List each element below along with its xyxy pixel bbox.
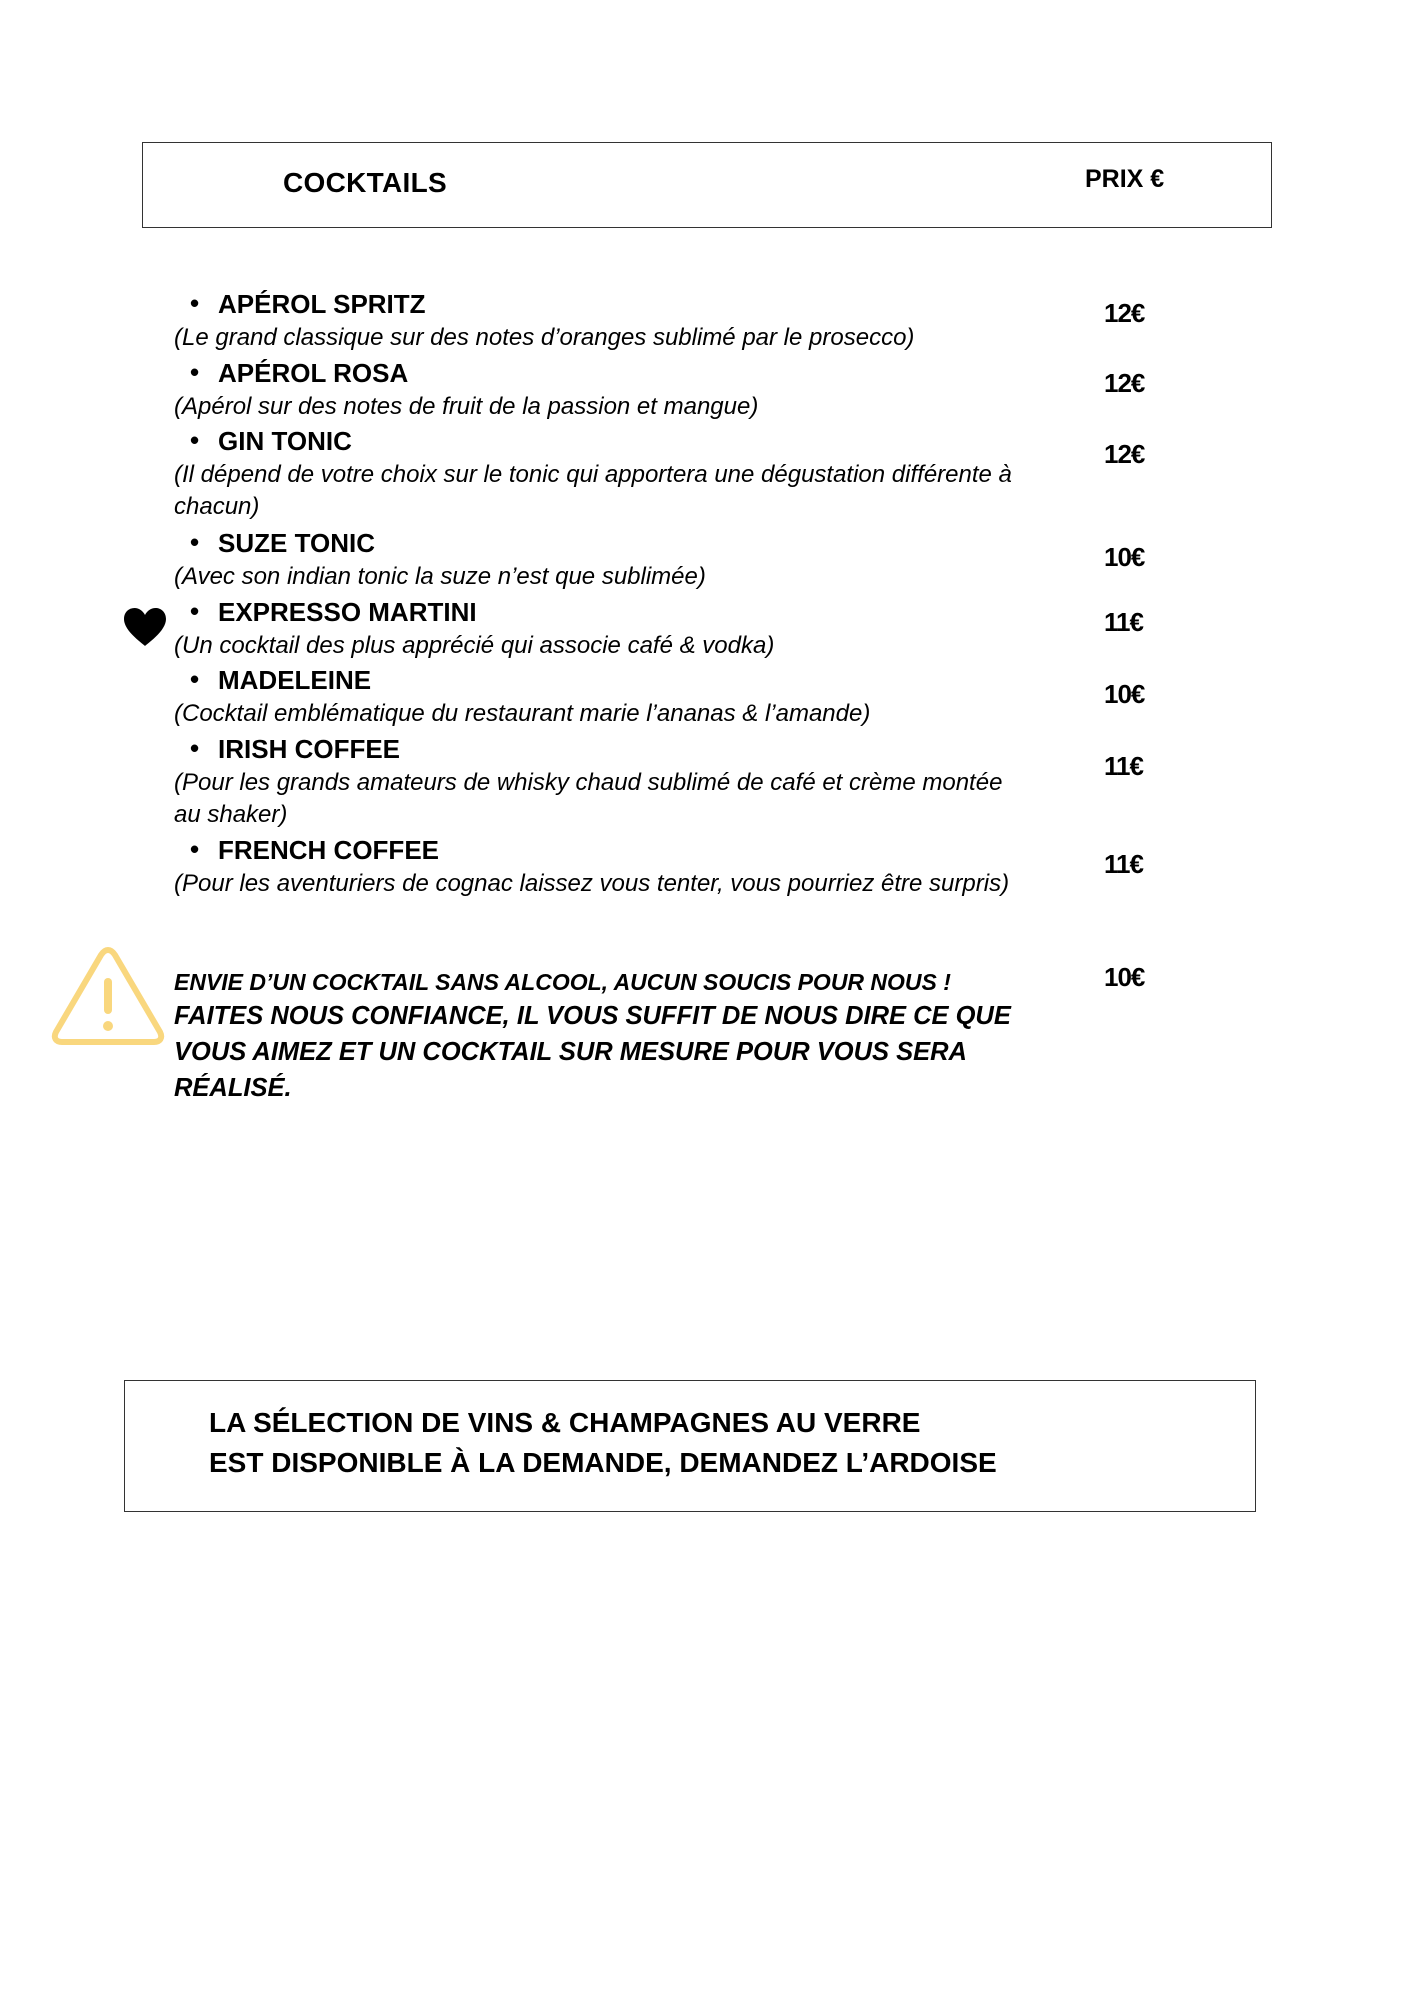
item-description: (Apérol sur des notes de fruit de la passion et mangue): [174, 393, 759, 420]
item-description: (Le grand classique sur des notes d’oranges sublimé par le prosecco): [174, 324, 915, 351]
wine-notice-line2: EST DISPONIBLE À LA DEMANDE, DEMANDEZ L’ARDOISE: [209, 1447, 997, 1478]
item-description: (Cocktail emblématique du restaurant marie l’ananas & l’amande): [174, 700, 871, 727]
item-price: 11€: [1104, 607, 1143, 637]
item-name: FRENCH COFFEE: [218, 835, 439, 865]
bullet: •: [190, 425, 200, 455]
menu-header: [142, 142, 1272, 228]
mocktail-note-line1: ENVIE D’UN COCKTAIL SANS ALCOOL, AUCUN SOUCIS POUR NOUS !: [174, 969, 951, 995]
item-price: 10€: [1104, 542, 1145, 572]
item-price: 12€: [1104, 368, 1145, 398]
heart-icon: [122, 606, 168, 648]
item-name: SUZE TONIC: [218, 528, 375, 558]
item-description: (Un cocktail des plus apprécié qui associe café & vodka): [174, 632, 775, 659]
item-price: 10€: [1104, 679, 1145, 709]
item-name: GIN TONIC: [218, 426, 352, 456]
item-price: 12€: [1104, 439, 1145, 469]
warning-icon: [50, 944, 166, 1048]
item-description: (Il dépend de votre choix sur le tonic qui apportera une dégustation différente à chacun): [174, 461, 1012, 520]
item-description: (Pour les aventuriers de cognac laissez vous tenter, vous pourriez être surpris): [174, 870, 1010, 897]
item-name: APÉROL ROSA: [218, 358, 409, 388]
item-price: 11€: [1104, 849, 1143, 879]
bullet: •: [190, 664, 200, 694]
item-name: IRISH COFFEE: [218, 734, 401, 764]
bullet: •: [190, 357, 200, 387]
mocktail-note-line2: FAITES NOUS CONFIANCE, IL VOUS SUFFIT DE NOUS DIRE CE QUE VOUS AIMEZ ET UN COCKTAIL SUR MESURE POUR VOUS SERA RÉALISÉ.: [174, 1002, 1011, 1102]
item-name: EXPRESSO MARTINI: [218, 597, 477, 627]
section-title: COCKTAILS: [283, 167, 447, 198]
item-name: MADELEINE: [218, 665, 372, 695]
mocktail-price: 10€: [1104, 962, 1145, 992]
price-column-label: PRIX €: [1085, 165, 1165, 193]
wine-notice-box: [124, 1380, 1256, 1512]
item-description: (Avec son indian tonic la suze n’est que sublimée): [174, 563, 706, 590]
wine-notice-line1: LA SÉLECTION DE VINS & CHAMPAGNES AU VERRE: [209, 1407, 921, 1438]
bullet: •: [190, 733, 200, 763]
bullet: •: [190, 596, 200, 626]
item-price: 12€: [1104, 298, 1145, 328]
mocktail-note: [174, 966, 1034, 1106]
bullet: •: [190, 527, 200, 557]
bullet: •: [190, 834, 200, 864]
bullet: •: [190, 288, 200, 318]
wine-notice: [209, 1403, 997, 1483]
item-price: 11€: [1104, 751, 1143, 781]
item-name: APÉROL SPRITZ: [218, 289, 426, 319]
item-description: (Pour les grands amateurs de whisky chaud sublimé de café et crème montée au shaker): [174, 769, 1003, 828]
